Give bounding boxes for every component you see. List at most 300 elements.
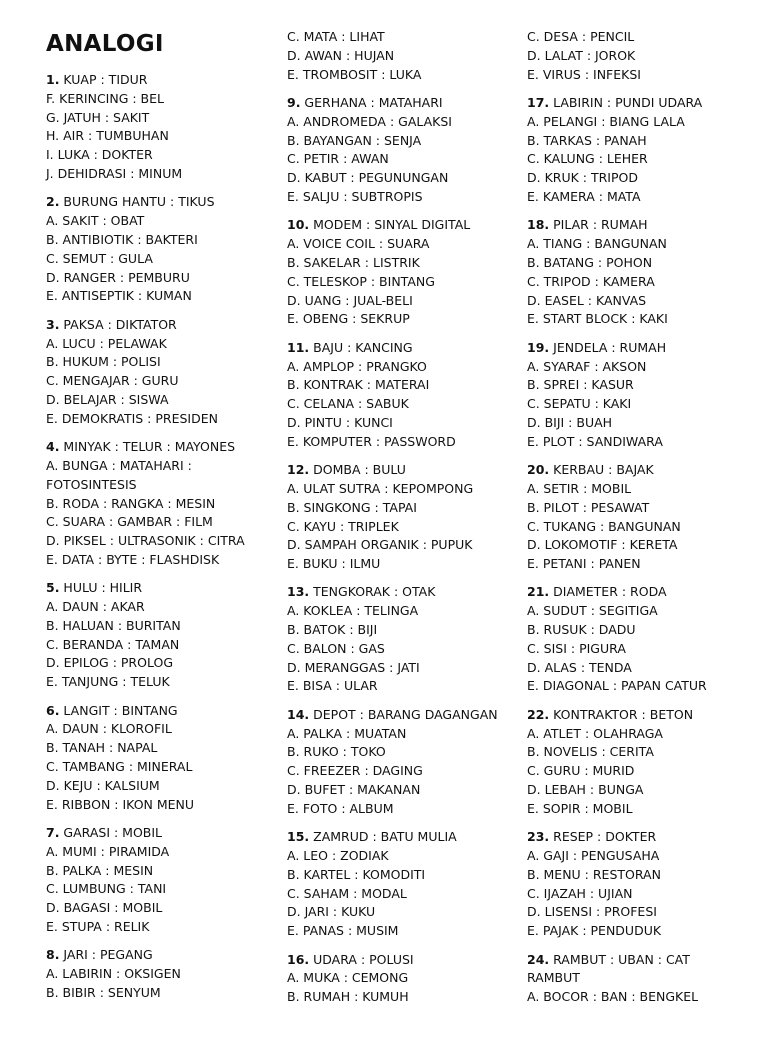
question-number: 24. (527, 951, 550, 967)
line-text: UDARA : POLUSI (309, 951, 414, 967)
line-text: F. KERINCING : BEL (46, 90, 164, 106)
answer-option (287, 188, 498, 207)
line-text: B. HUKUM : POLISI (46, 354, 161, 370)
answer-option (46, 165, 245, 184)
answer-option (527, 743, 707, 762)
line-text: DIAMETER : RODA (549, 584, 667, 600)
line-text: C. DESA : PENCIL (527, 29, 635, 44)
answer-option (527, 132, 707, 151)
answer-option (287, 800, 498, 819)
line-text: C. FREEZER : DAGING (287, 763, 423, 779)
line-text: E. PLOT : SANDIWARA (527, 433, 663, 449)
block-spacer (46, 184, 245, 194)
line-text: G. JATUH : SAKIT (46, 109, 150, 125)
line-text: D. PIKSEL : ULTRASONIK : CITRA (46, 533, 245, 549)
question-number: 12. (287, 462, 310, 478)
answer-option (46, 918, 245, 937)
answer-option (46, 532, 245, 551)
line-text: RAMBUT (527, 970, 580, 986)
question-number: 3. (46, 316, 60, 332)
line-text: E. RIBBON : IKON MENU (46, 796, 195, 812)
line-text: C. IJAZAH : UJIAN (527, 885, 633, 901)
line-text: RAMBUT : UBAN : CAT (549, 951, 690, 967)
line-text: KUAP : TIDUR (59, 72, 148, 87)
answer-option (287, 47, 498, 66)
line-text: A. ULAT SUTRA : KEPOMPONG (287, 480, 474, 496)
line-text: A. BOCOR : BAN : BENGKEL (527, 989, 699, 1005)
line-text: B. PILOT : PESAWAT (527, 499, 650, 515)
answer-option (527, 414, 707, 433)
page-title: ANALOGI (46, 31, 164, 57)
line-text: KERBAU : BAJAK (549, 462, 654, 478)
line-text: PAKSA : DIKTATOR (59, 316, 177, 332)
question-stem (287, 216, 498, 235)
line-text: A. TIANG : BANGUNAN (527, 236, 667, 252)
line-text: A. BUNGA : MATAHARI : (46, 457, 192, 473)
line-text: MINYAK : TELUR : MAYONES (59, 439, 236, 455)
block-spacer (287, 452, 498, 462)
question-stem (46, 71, 245, 90)
answer-option (527, 150, 707, 169)
answer-option (527, 781, 707, 800)
answer-option (527, 292, 707, 311)
question-number: 21. (527, 584, 550, 600)
answer-option (287, 602, 498, 621)
question-number: 19. (527, 339, 550, 355)
line-text: C. TAMBANG : MINERAL (46, 759, 193, 775)
line-text: D. EASEL : KANVAS (527, 292, 647, 308)
answer-option (287, 273, 498, 292)
line-text: B. NOVELIS : CERITA (527, 744, 654, 760)
line-text: A. GAJI : PENGUSAHA (527, 848, 660, 864)
line-text: E. BISA : ULAR (287, 678, 378, 694)
answer-option (527, 518, 707, 537)
block-spacer (46, 937, 245, 947)
line-text: A. SUDUT : SEGITIGA (527, 603, 658, 619)
answer-option (46, 720, 245, 739)
line-text: C. SEPATU : KAKI (527, 396, 632, 412)
answer-option (527, 969, 707, 988)
line-text: B. RUMAH : KUMUH (287, 989, 409, 1005)
answer-option (46, 146, 245, 165)
line-text: H. AIR : TUMBUHAN (46, 128, 169, 144)
line-text: D. BIJI : BUAH (527, 414, 613, 430)
answer-option (287, 903, 498, 922)
question-stem (287, 339, 498, 358)
line-text: B. HALUAN : BURITAN (46, 617, 181, 633)
question-number: 13. (287, 584, 310, 600)
line-text: A. PELANGI : BIANG LALA (527, 113, 685, 129)
line-text: HULU : HILIR (59, 580, 143, 596)
line-text: E. KAMERA : MATA (527, 188, 641, 204)
question-stem (287, 828, 498, 847)
block-spacer (46, 306, 245, 316)
line-text: A. SYARAF : AKSON (527, 358, 647, 374)
question-stem (527, 216, 707, 235)
answer-option (527, 113, 707, 132)
question-stem (46, 193, 245, 212)
answer-option (287, 66, 498, 85)
answer-option (287, 235, 498, 254)
answer-option (527, 677, 707, 696)
answer-option (46, 636, 245, 655)
line-text: C. SAHAM : MODAL (287, 885, 407, 901)
question-stem (46, 579, 245, 598)
line-text: FOTOSINTESIS (46, 476, 137, 492)
block-spacer (287, 207, 498, 217)
answer-option (527, 28, 707, 47)
answer-option (287, 358, 498, 377)
answer-option (287, 376, 498, 395)
answer-option (46, 862, 245, 881)
line-text: D. MERANGGAS : JATI (287, 659, 420, 675)
answer-option (287, 555, 498, 574)
answer-option (46, 899, 245, 918)
question-number: 22. (527, 706, 550, 722)
answer-option (287, 762, 498, 781)
answer-option (527, 988, 707, 1007)
answer-option (46, 372, 245, 391)
line-text: B. RUKO : TOKO (287, 744, 386, 760)
answer-option (527, 640, 707, 659)
question-number: 2. (46, 194, 60, 210)
question-stem (287, 94, 498, 113)
answer-option (46, 127, 245, 146)
line-text: C. PETIR : AWAN (287, 151, 389, 167)
line-text: E. PANAS : MUSIM (287, 923, 399, 939)
line-text: E. OBENG : SEKRUP (287, 311, 410, 327)
line-text: D. SAMPAH ORGANIK : PUPUK (287, 537, 473, 553)
block-spacer (287, 84, 498, 94)
line-text: B. RODA : RANGKA : MESIN (46, 495, 216, 511)
line-text: C. GURU : MURID (527, 763, 635, 779)
answer-option (46, 410, 245, 429)
question-number: 5. (46, 580, 60, 596)
answer-option (287, 310, 498, 329)
answer-option (287, 866, 498, 885)
answer-option (527, 555, 707, 574)
answer-option (287, 640, 498, 659)
block-spacer (46, 570, 245, 580)
block-spacer (287, 696, 498, 706)
line-text: A. SAKIT : OBAT (46, 213, 145, 229)
line-text: B. PALKA : MESIN (46, 862, 154, 878)
line-text: LANGIT : BINTANG (59, 702, 178, 718)
line-text: D. KEJU : KALSIUM (46, 777, 160, 793)
line-text: A. LABIRIN : OKSIGEN (46, 966, 181, 982)
answer-option (287, 621, 498, 640)
line-text: C. TELESKOP : BINTANG (287, 273, 435, 289)
line-text: KONTRAKTOR : BETON (549, 706, 694, 722)
answer-option (527, 169, 707, 188)
answer-option (527, 66, 707, 85)
line-text: B. TARKAS : PANAH (527, 132, 647, 148)
line-text: C. BERANDA : TAMAN (46, 636, 180, 652)
answer-option (46, 796, 245, 815)
answer-option (46, 335, 245, 354)
answer-option (46, 758, 245, 777)
answer-option (287, 518, 498, 537)
line-text: A. DAUN : AKAR (46, 599, 145, 615)
line-text: E. DIAGONAL : PAPAN CATUR (527, 678, 707, 694)
question-stem (527, 583, 707, 602)
question-number: 7. (46, 825, 60, 841)
answer-option (527, 800, 707, 819)
answer-option (287, 292, 498, 311)
answer-option (527, 235, 707, 254)
answer-option (287, 132, 498, 151)
line-text: I. LUKA : DOKTER (46, 147, 153, 163)
answer-option (46, 231, 245, 250)
answer-option (46, 391, 245, 410)
line-text: A. MUMI : PIRAMIDA (46, 843, 170, 859)
question-number: 11. (287, 339, 310, 355)
answer-option (527, 433, 707, 452)
line-text: E. PETANI : PANEN (527, 556, 641, 572)
line-text: C. TUKANG : BANGUNAN (527, 518, 681, 534)
line-text: A. LUCU : PELAWAK (46, 335, 167, 351)
question-number: 10. (287, 217, 310, 233)
answer-option (527, 725, 707, 744)
question-stem (527, 828, 707, 847)
line-text: JENDELA : RUMAH (549, 339, 667, 355)
answer-option (46, 551, 245, 570)
line-text: GARASI : MOBIL (59, 825, 163, 841)
line-text: DOMBA : BULU (309, 462, 406, 478)
line-text: C. BALON : GAS (287, 640, 385, 656)
block-spacer (527, 452, 707, 462)
answer-option (527, 621, 707, 640)
column-3 (527, 28, 707, 1007)
question-number: 23. (527, 829, 550, 845)
line-text: A. AMPLOP : PRANGKO (287, 358, 427, 374)
line-text: C. MATA : LIHAT (287, 29, 385, 44)
block-spacer (287, 941, 498, 951)
line-text: A. PALKA : MUATAN (287, 725, 407, 741)
answer-option (527, 47, 707, 66)
answer-option (287, 743, 498, 762)
line-text: A. ATLET : OLAHRAGA (527, 725, 663, 741)
block-spacer (527, 696, 707, 706)
answer-option (527, 903, 707, 922)
line-text: E. DEMOKRATIS : PRESIDEN (46, 410, 218, 426)
line-text: A. ANDROMEDA : GALAKSI (287, 113, 452, 129)
column-2 (287, 28, 498, 1007)
question-number: 17. (527, 94, 550, 110)
answer-option (287, 725, 498, 744)
line-text: B. BATOK : BIJI (287, 622, 378, 638)
line-text: E. ANTISEPTIK : KUMAN (46, 288, 192, 304)
answer-option (287, 254, 498, 273)
line-text: E. TROMBOSIT : LUKA (287, 66, 422, 82)
answer-option (527, 847, 707, 866)
line-text: BAJU : KANCING (309, 339, 413, 355)
line-text: E. DATA : BYTE : FLASHDISK (46, 551, 220, 567)
answer-option (287, 433, 498, 452)
question-number: 4. (46, 439, 60, 455)
line-text: D. BELAJAR : SISWA (46, 391, 169, 407)
question-stem (46, 946, 245, 965)
answer-option (46, 476, 245, 495)
question-stem (527, 461, 707, 480)
answer-option (46, 777, 245, 796)
question-stem (527, 706, 707, 725)
answer-option (287, 922, 498, 941)
line-text: MODEM : SINYAL DIGITAL (309, 217, 471, 233)
answer-option (287, 536, 498, 555)
block-spacer (46, 429, 245, 439)
line-text: D. ALAS : TENDA (527, 659, 632, 675)
answer-option (527, 536, 707, 555)
line-text: D. EPILOG : PROLOG (46, 655, 174, 671)
answer-option (287, 169, 498, 188)
answer-option (287, 395, 498, 414)
question-number: 18. (527, 217, 550, 233)
answer-option (46, 287, 245, 306)
block-spacer (287, 819, 498, 829)
question-stem (46, 316, 245, 335)
question-number: 1. (46, 72, 60, 87)
answer-option (287, 150, 498, 169)
line-text: C. TRIPOD : KAMERA (527, 273, 655, 289)
line-text: E. STUPA : RELIK (46, 919, 150, 935)
line-text: C. SISI : PIGURA (527, 640, 626, 656)
line-text: RESEP : DOKTER (549, 829, 657, 845)
answer-option (46, 90, 245, 109)
answer-option (287, 480, 498, 499)
line-text: E. KOMPUTER : PASSWORD (287, 433, 456, 449)
block-spacer (527, 329, 707, 339)
answer-option (527, 499, 707, 518)
line-text: LABIRIN : PUNDI UDARA (549, 94, 703, 110)
question-stem (527, 339, 707, 358)
answer-option (46, 965, 245, 984)
answer-option (287, 414, 498, 433)
answer-option (46, 250, 245, 269)
question-stem (287, 583, 498, 602)
answer-option (287, 781, 498, 800)
block-spacer (527, 941, 707, 951)
answer-option (46, 495, 245, 514)
line-text: ZAMRUD : BATU MULIA (309, 829, 457, 845)
question-stem (287, 706, 498, 725)
line-text: B. SPREI : KASUR (527, 377, 634, 393)
question-stem (46, 702, 245, 721)
block-spacer (527, 574, 707, 584)
block-spacer (527, 819, 707, 829)
line-text: C. SEMUT : GULA (46, 250, 153, 266)
answer-option (527, 922, 707, 941)
answer-option (287, 677, 498, 696)
answer-option (527, 885, 707, 904)
answer-option (287, 28, 498, 47)
answer-option (287, 969, 498, 988)
line-text: B. KARTEL : KOMODITI (287, 866, 426, 882)
answer-option (287, 659, 498, 678)
line-text: A. MUKA : CEMONG (287, 970, 409, 986)
line-text: D. LOKOMOTIF : KERETA (527, 537, 678, 553)
answer-option (46, 269, 245, 288)
answer-option (527, 310, 707, 329)
block-spacer (287, 329, 498, 339)
line-text: D. LISENSI : PROFESI (527, 904, 657, 920)
answer-option (527, 602, 707, 621)
line-text: E. VIRUS : INFEKSI (527, 66, 641, 82)
line-text: E. FOTO : ALBUM (287, 800, 394, 816)
line-text: B. TANAH : NAPAL (46, 740, 158, 756)
line-text: E. SOPIR : MOBIL (527, 800, 633, 816)
line-text: B. ANTIBIOTIK : BAKTERI (46, 231, 198, 247)
answer-option (46, 598, 245, 617)
answer-option (527, 376, 707, 395)
line-text: B. BATANG : POHON (527, 254, 653, 270)
answer-option (46, 513, 245, 532)
answer-option (287, 988, 498, 1007)
line-text: E. SALJU : SUBTROPIS (287, 188, 423, 204)
line-text: B. RUSUK : DADU (527, 622, 636, 638)
line-text: D. LEBAH : BUNGA (527, 782, 644, 798)
question-stem (46, 438, 245, 457)
line-text: A. LEO : ZODIAK (287, 848, 389, 864)
line-text: D. AWAN : HUJAN (287, 47, 395, 63)
answer-option (527, 358, 707, 377)
line-text: B. KONTRAK : MATERAI (287, 377, 430, 393)
line-text: D. JARI : KUKU (287, 904, 376, 920)
answer-option (287, 113, 498, 132)
line-text: E. TANJUNG : TELUK (46, 674, 170, 690)
line-text: A. DAUN : KLOROFIL (46, 721, 172, 737)
answer-option (527, 188, 707, 207)
question-number: 20. (527, 462, 550, 478)
line-text: B. MENU : RESTORAN (527, 866, 661, 882)
line-text: D. PINTU : KUNCI (287, 414, 393, 430)
answer-option (527, 762, 707, 781)
answer-option (46, 843, 245, 862)
block-spacer (527, 207, 707, 217)
line-text: D. KRUK : TRIPOD (527, 170, 638, 186)
column-1 (46, 30, 245, 1003)
line-text: BURUNG HANTU : TIKUS (59, 194, 215, 210)
answer-option (287, 847, 498, 866)
block-spacer (527, 84, 707, 94)
line-text: E. BUKU : ILMU (287, 556, 381, 572)
line-text: B. BAYANGAN : SENJA (287, 132, 422, 148)
answer-option (46, 880, 245, 899)
answer-option (527, 273, 707, 292)
line-text: PILAR : RUMAH (549, 217, 648, 233)
answer-option (46, 739, 245, 758)
question-number: 15. (287, 829, 310, 845)
line-text: A. SETIR : MOBIL (527, 480, 632, 496)
answer-option (46, 673, 245, 692)
answer-option (46, 212, 245, 231)
answer-option (46, 617, 245, 636)
answer-option (527, 866, 707, 885)
question-number: 9. (287, 94, 301, 110)
question-stem (527, 94, 707, 113)
line-text: TENGKORAK : OTAK (309, 584, 436, 600)
answer-option (46, 353, 245, 372)
question-stem (46, 824, 245, 843)
answer-option (46, 654, 245, 673)
question-stem (527, 951, 707, 970)
block-spacer (46, 692, 245, 702)
line-text: E. START BLOCK : KAKI (527, 311, 668, 327)
block-spacer (46, 814, 245, 824)
line-text: C. KALUNG : LEHER (527, 151, 648, 167)
line-text: J. DEHIDRASI : MINUM (46, 165, 183, 181)
answer-option (287, 499, 498, 518)
